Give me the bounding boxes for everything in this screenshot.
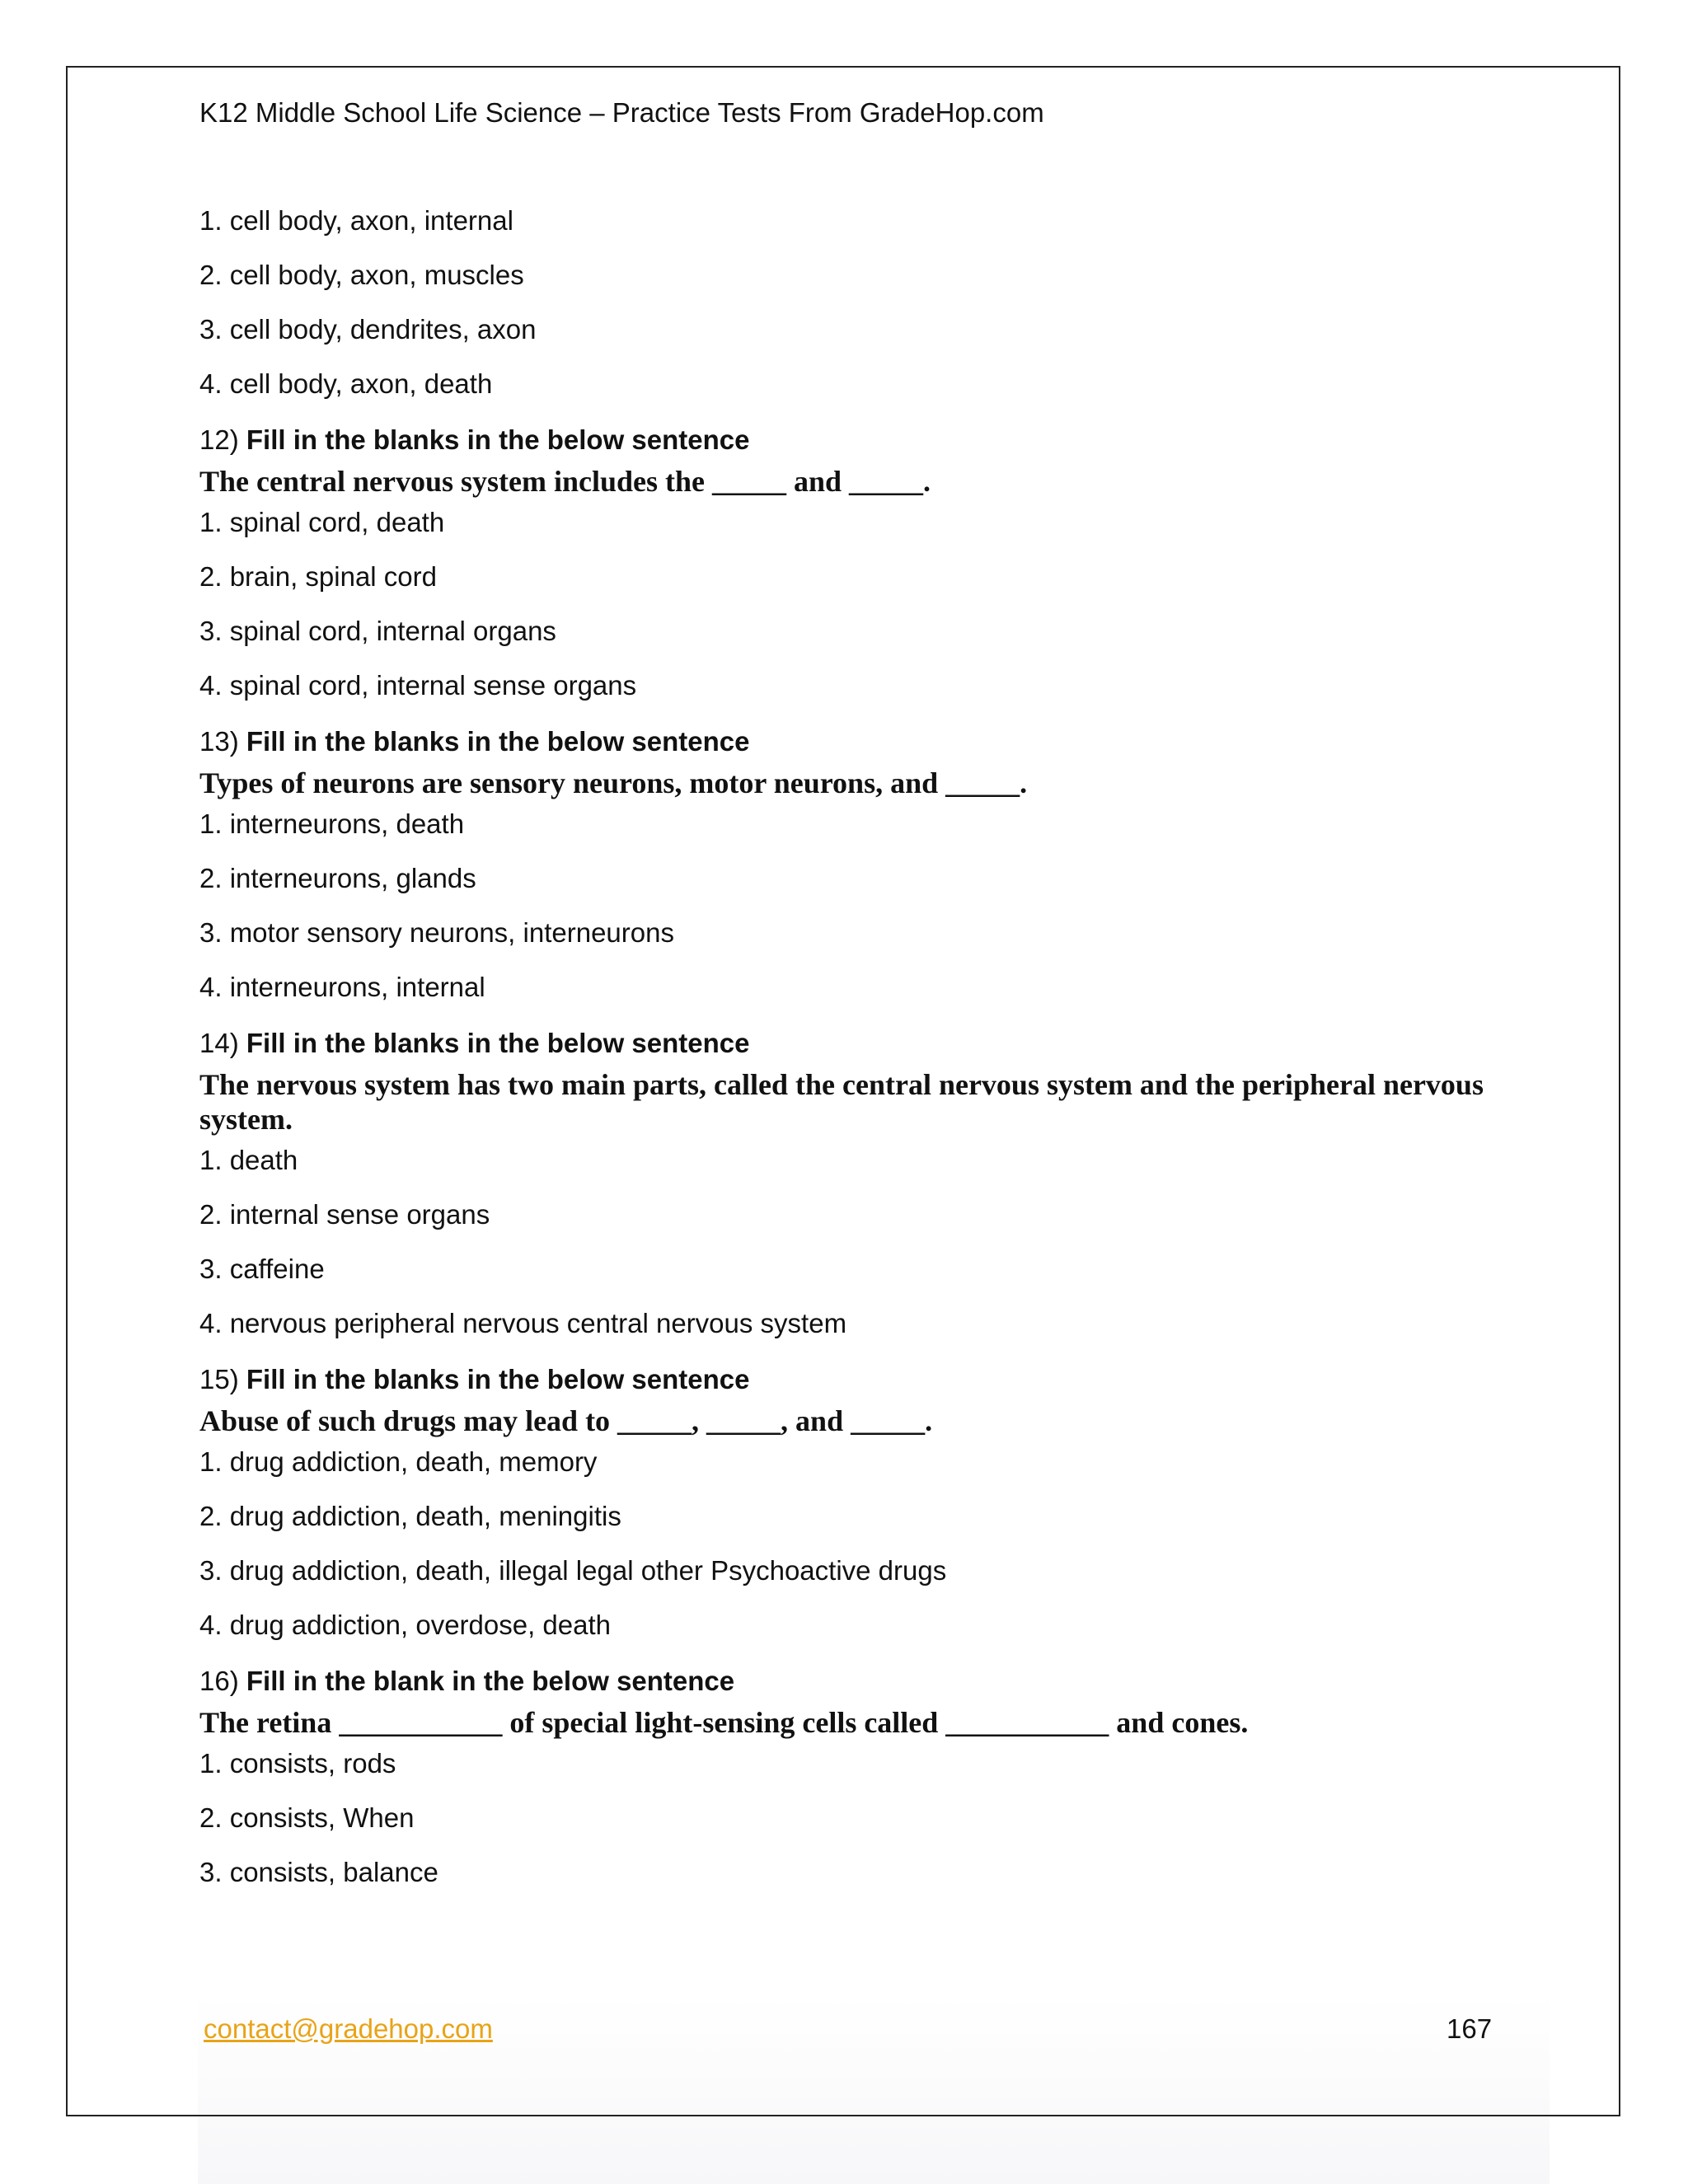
answer-option: 1. drug addiction, death, memory <box>199 1446 598 1477</box>
question-instruction: Fill in the blanks in the below sentence <box>246 1364 750 1394</box>
question-instruction: Fill in the blanks in the below sentence <box>246 424 750 455</box>
question-label <box>199 421 1485 459</box>
question-label <box>199 723 1485 761</box>
answer-option: 1. cell body, axon, internal <box>199 205 513 236</box>
question-sentence: Types of neurons are sensory neurons, motor neurons, and _____. <box>199 766 1028 799</box>
answer-option: 3. drug addiction, death, illegal legal other Psychoactive drugs <box>199 1555 947 1586</box>
question-instruction: Fill in the blank in the below sentence <box>246 1666 735 1696</box>
question-instruction: Fill in the blanks in the below sentence <box>246 726 750 757</box>
question-number: 16) <box>199 1666 239 1696</box>
answer-option: 1. interneurons, death <box>199 808 465 839</box>
question-12 <box>199 421 1485 721</box>
question-13 <box>199 723 1485 1023</box>
answer-option: 1. spinal cord, death <box>199 507 445 537</box>
question-label <box>199 1361 1485 1399</box>
question-label <box>199 1662 1485 1700</box>
answer-option: 1. consists, rods <box>199 1748 396 1779</box>
page-number: 167 <box>1447 2013 1493 2044</box>
answer-option: 2. brain, spinal cord <box>199 561 437 592</box>
answer-option: 2. internal sense organs <box>199 1199 490 1230</box>
page-header: K12 Middle School Life Science – Practice Tests From GradeHop.com <box>199 97 1044 128</box>
answer-option: 2. cell body, axon, muscles <box>199 260 524 290</box>
answer-option: 4. nervous peripheral nervous central nervous system <box>199 1308 847 1338</box>
answer-option: 2. drug addiction, death, meningitis <box>199 1501 621 1531</box>
question-sentence: The central nervous system includes the _____ and _____. <box>199 465 931 498</box>
answer-option: 2. consists, When <box>199 1802 415 1833</box>
answer-option: 4. interneurons, internal <box>199 972 485 1002</box>
question-sentence: The nervous system has two main parts, called the central nervous system and the peripheral nervous system. <box>199 1068 1484 1136</box>
answer-option: 2. interneurons, glands <box>199 863 476 893</box>
question-number: 15) <box>199 1364 239 1394</box>
question-label <box>199 1024 1485 1062</box>
answer-option: 4. drug addiction, overdose, death <box>199 1610 612 1640</box>
question-number: 14) <box>199 1028 239 1058</box>
answer-option: 4. cell body, axon, death <box>199 368 493 399</box>
question-16 <box>199 1662 1485 1908</box>
answer-option: 3. spinal cord, internal organs <box>199 616 556 646</box>
question-content <box>199 202 1485 1908</box>
answer-option: 1. death <box>199 1145 298 1175</box>
answer-option: 3. caffeine <box>199 1254 325 1284</box>
previous-question-options <box>199 202 1485 419</box>
question-number: 12) <box>199 424 239 455</box>
question-instruction: Fill in the blanks in the below sentence <box>246 1028 750 1058</box>
question-number: 13) <box>199 726 239 757</box>
answer-option: 3. cell body, dendrites, axon <box>199 314 537 344</box>
contact-email-link[interactable]: contact@gradehop.com <box>204 2013 493 2044</box>
question-sentence: Abuse of such drugs may lead to _____, _____, and _____. <box>199 1404 933 1437</box>
answer-option: 3. consists, balance <box>199 1857 438 1887</box>
question-14 <box>199 1024 1485 1359</box>
question-sentence: The retina ___________ of special light-sensing cells called ___________ and cones. <box>199 1706 1249 1739</box>
answer-option: 4. spinal cord, internal sense organs <box>199 670 637 701</box>
answer-option: 3. motor sensory neurons, interneurons <box>199 917 674 948</box>
question-15 <box>199 1361 1485 1661</box>
